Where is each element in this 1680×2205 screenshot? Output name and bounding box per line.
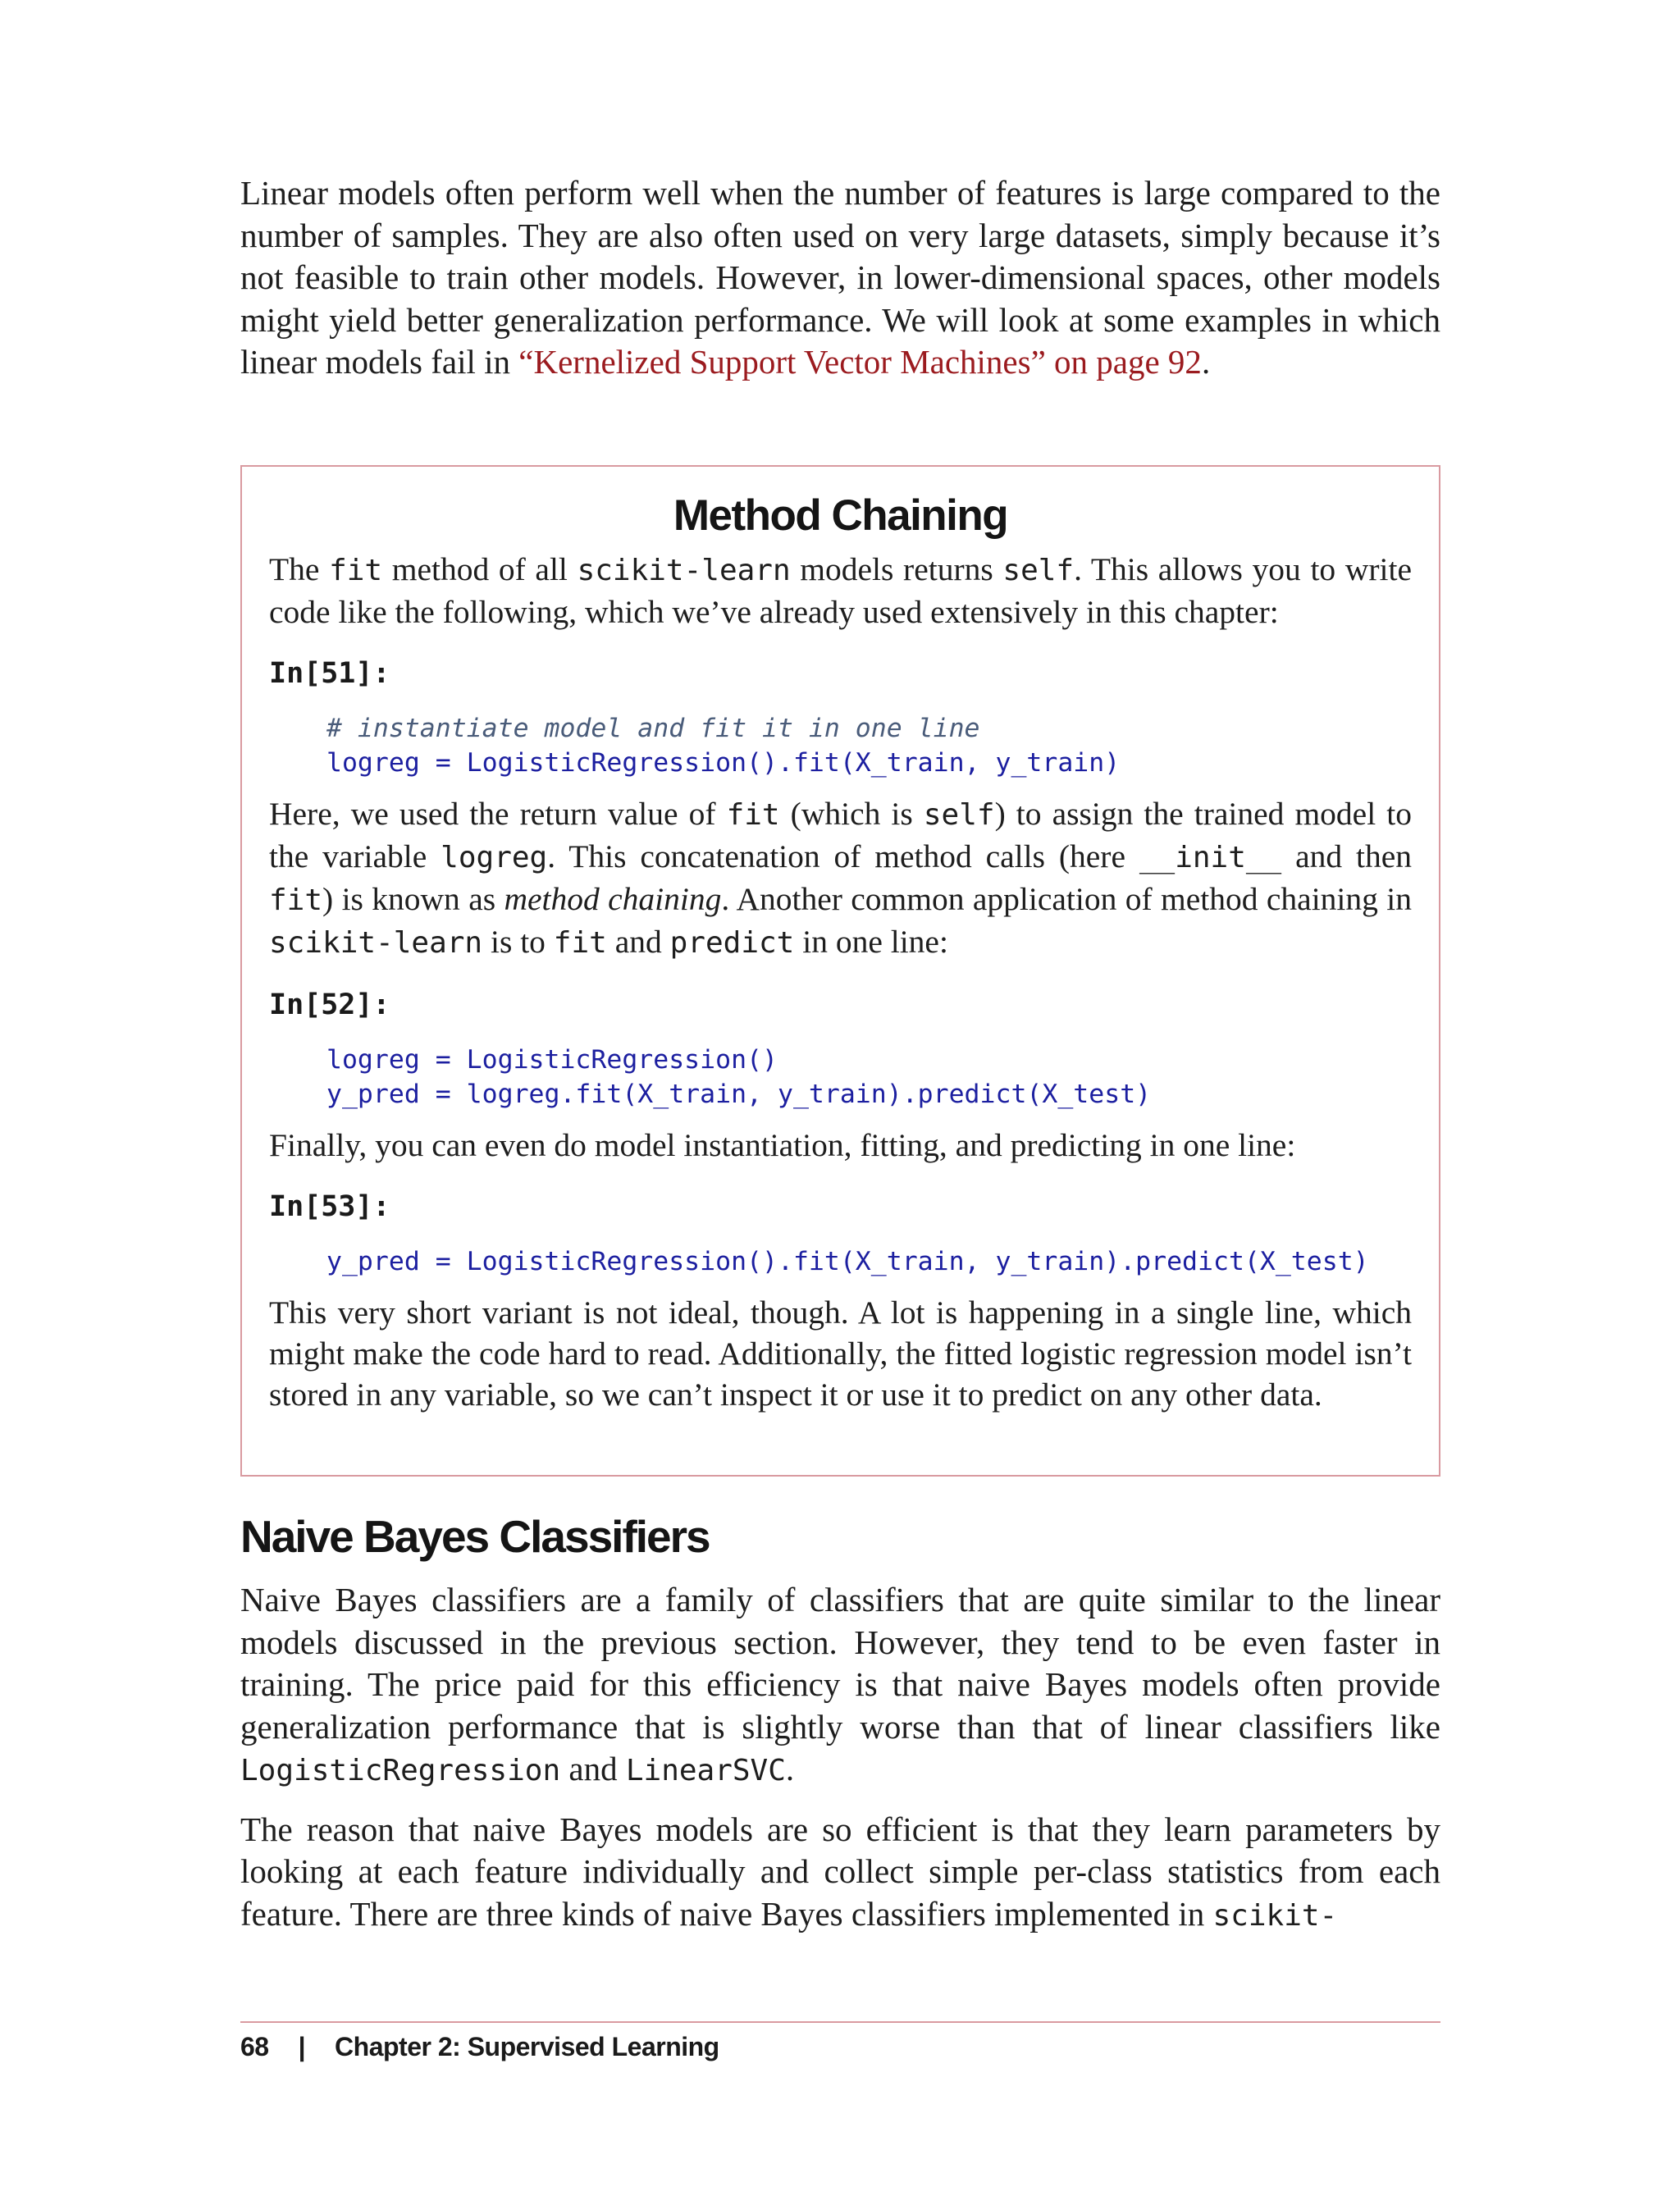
section-paragraph-1: Naive Bayes classifiers are a family of classifiers that are quite similar to the linear models discussed in the previous section. However, they tend to be even faster in training. The price paid for this efficiency is that naive Bayes models often provide generalization performance that is slightly worse than that of linear classifiers like LogisticRegression and LinearSVC. [240, 1581, 1440, 1787]
intro-paragraph: Linear models often perform well when the number of features is large compared to the number of samples. They are also often used on very large datasets, simply because it’s not feasible to train other models. However, in lower-dimensional spaces, other models might yield better generalization performance. We will look at some examples in which linear models fail in “Kernelized Support Vector Machines” on page 92. [240, 174, 1440, 381]
code-block-52: logreg = LogisticRegression() y_pred = logreg.fit(X_train, y_train).predict(X_test) [326, 1045, 1152, 1109]
sidebar-paragraph-2: Here, we used the return value of fit (which is self) to assign the trained model to the variable logreg. This concatenation of method calls (here __init__ and then fit) is known as method chaining. Another common application of method chaining in scikit-learn is to fit and predict in one line: [269, 796, 1412, 960]
sidebar-paragraph-4: This very short variant is not ideal, though. A lot is happening in a single line, which might make the code hard to read. Additionally, the fitted logistic regression model isn’t stored in any variable, so we can’t inspect it or use it to predict on any other data. [269, 1294, 1412, 1413]
sidebar-paragraph-3: Finally, you can even do model instantiation, fitting, and predicting in one line: [269, 1127, 1296, 1163]
footer-separator: | [298, 2032, 306, 2061]
code-prompt-51: In[51]: [269, 657, 390, 690]
page-footer [240, 2032, 719, 2062]
kernelized-svm-link[interactable]: “Kernelized Support Vector Machines” on page 92 [518, 343, 1202, 381]
footer-divider [240, 2021, 1440, 2023]
section-heading: Naive Bayes Classifiers [240, 1511, 710, 1562]
code-block-53: y_pred = LogisticRegression().fit(X_train, y_train).predict(X_test) [326, 1247, 1369, 1276]
code-prompt-53: In[53]: [269, 1190, 390, 1223]
section-paragraph-2: The reason that naive Bayes models are so efficient is that they learn parameters by looking at each feature individually and collect simple per-class statistics from each feature. There are three kinds of naive Bayes classifiers implemented in scikit- [240, 1810, 1440, 1933]
sidebar-paragraph-1: The fit method of all scikit-learn models returns self. This allows you to write code like the following, which we’ve already used extensively in this chapter: [269, 551, 1412, 630]
intro-section [240, 172, 1440, 384]
code-prompt-52: In[52]: [269, 988, 390, 1021]
page-number: 68 [240, 2032, 269, 2061]
sidebar-title: Method Chaining [673, 491, 1008, 540]
chapter-title: Chapter 2: Supervised Learning [335, 2032, 719, 2061]
code-block-51: # instantiate model and fit it in one line logreg = LogisticRegression().fit(X_train, y_train) [326, 714, 1121, 778]
method-chaining-sidebar [240, 465, 1440, 1477]
section-body [240, 1579, 1440, 1937]
